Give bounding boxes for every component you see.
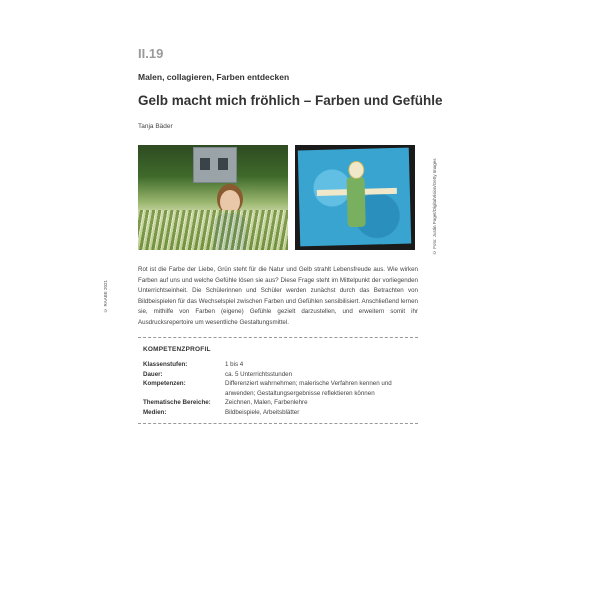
profile-value: Differenziert wahrnehmen; malerische Verfahren kennen und anwenden; Gestaltungsergebnisse reflektieren können bbox=[225, 380, 392, 397]
competence-profile bbox=[138, 337, 418, 424]
profile-row bbox=[143, 408, 418, 418]
side-copyright: © RAABE 2021 bbox=[103, 280, 108, 313]
profile-label: Klassenstufen: bbox=[143, 361, 188, 368]
page-title: Gelb macht mich fröhlich – Farben und Gefühle bbox=[138, 93, 443, 108]
profile-label: Medien: bbox=[143, 408, 167, 416]
profile-label: Thematische Bereiche: bbox=[143, 399, 211, 407]
subtitle: Malen, collagieren, Farben entdecken bbox=[138, 72, 290, 82]
house-shape bbox=[193, 147, 237, 183]
grass-shape bbox=[138, 210, 288, 250]
profile-value: Zeichnen, Malen, Farbenlehre bbox=[225, 399, 308, 407]
profile-row bbox=[143, 379, 418, 398]
child-drawing-image bbox=[295, 145, 415, 250]
profile-row bbox=[143, 370, 418, 380]
photo-credit: © Foto: Justin Paget/DigitalVision/Getty Images bbox=[432, 158, 437, 255]
drawing-figure-body bbox=[346, 177, 365, 227]
profile-row bbox=[143, 398, 418, 408]
profile-label: Kompetenzen: bbox=[143, 380, 186, 388]
section-number: II.19 bbox=[138, 46, 164, 61]
profile-label: Dauer: bbox=[143, 370, 163, 378]
house-window bbox=[200, 158, 210, 170]
house-window bbox=[218, 158, 228, 170]
profile-title: KOMPETENZPROFIL bbox=[143, 346, 211, 353]
profile-value: 1 bis 4 bbox=[225, 361, 244, 368]
drawing-paper bbox=[298, 148, 411, 247]
profile-row bbox=[143, 360, 418, 370]
profile-value: ca. 5 Unterrichtsstunden bbox=[225, 370, 293, 378]
author: Tanja Bäder bbox=[138, 123, 173, 130]
profile-value: Bildbeispiele, Arbeitsblätter bbox=[225, 408, 300, 416]
intro-paragraph: Rot ist die Farbe der Liebe, Grün steht für die Natur und Gelb strahlt Lebensfreude aus. Wie wirken Farben auf uns und welche Gefühle lösen sie aus? Diese Frage steht im Mittelpunkt der vorliegenden Unterrichtseinheit. Die Schülerinnen und Schüler werden zunächst durch das Betrachten von Bildbeispielen für das Wechselspiel zwischen Farben und Gefühlen sensibilisiert. Anschließend lernen sie, mithilfe von Farben (eigene) Gefühle gezielt darzustellen, und erweitern somit ihr Ausdrucksrepertoire um wesentliche Gestaltungsmittel. bbox=[138, 266, 418, 326]
photo-girl-in-meadow bbox=[138, 145, 288, 250]
